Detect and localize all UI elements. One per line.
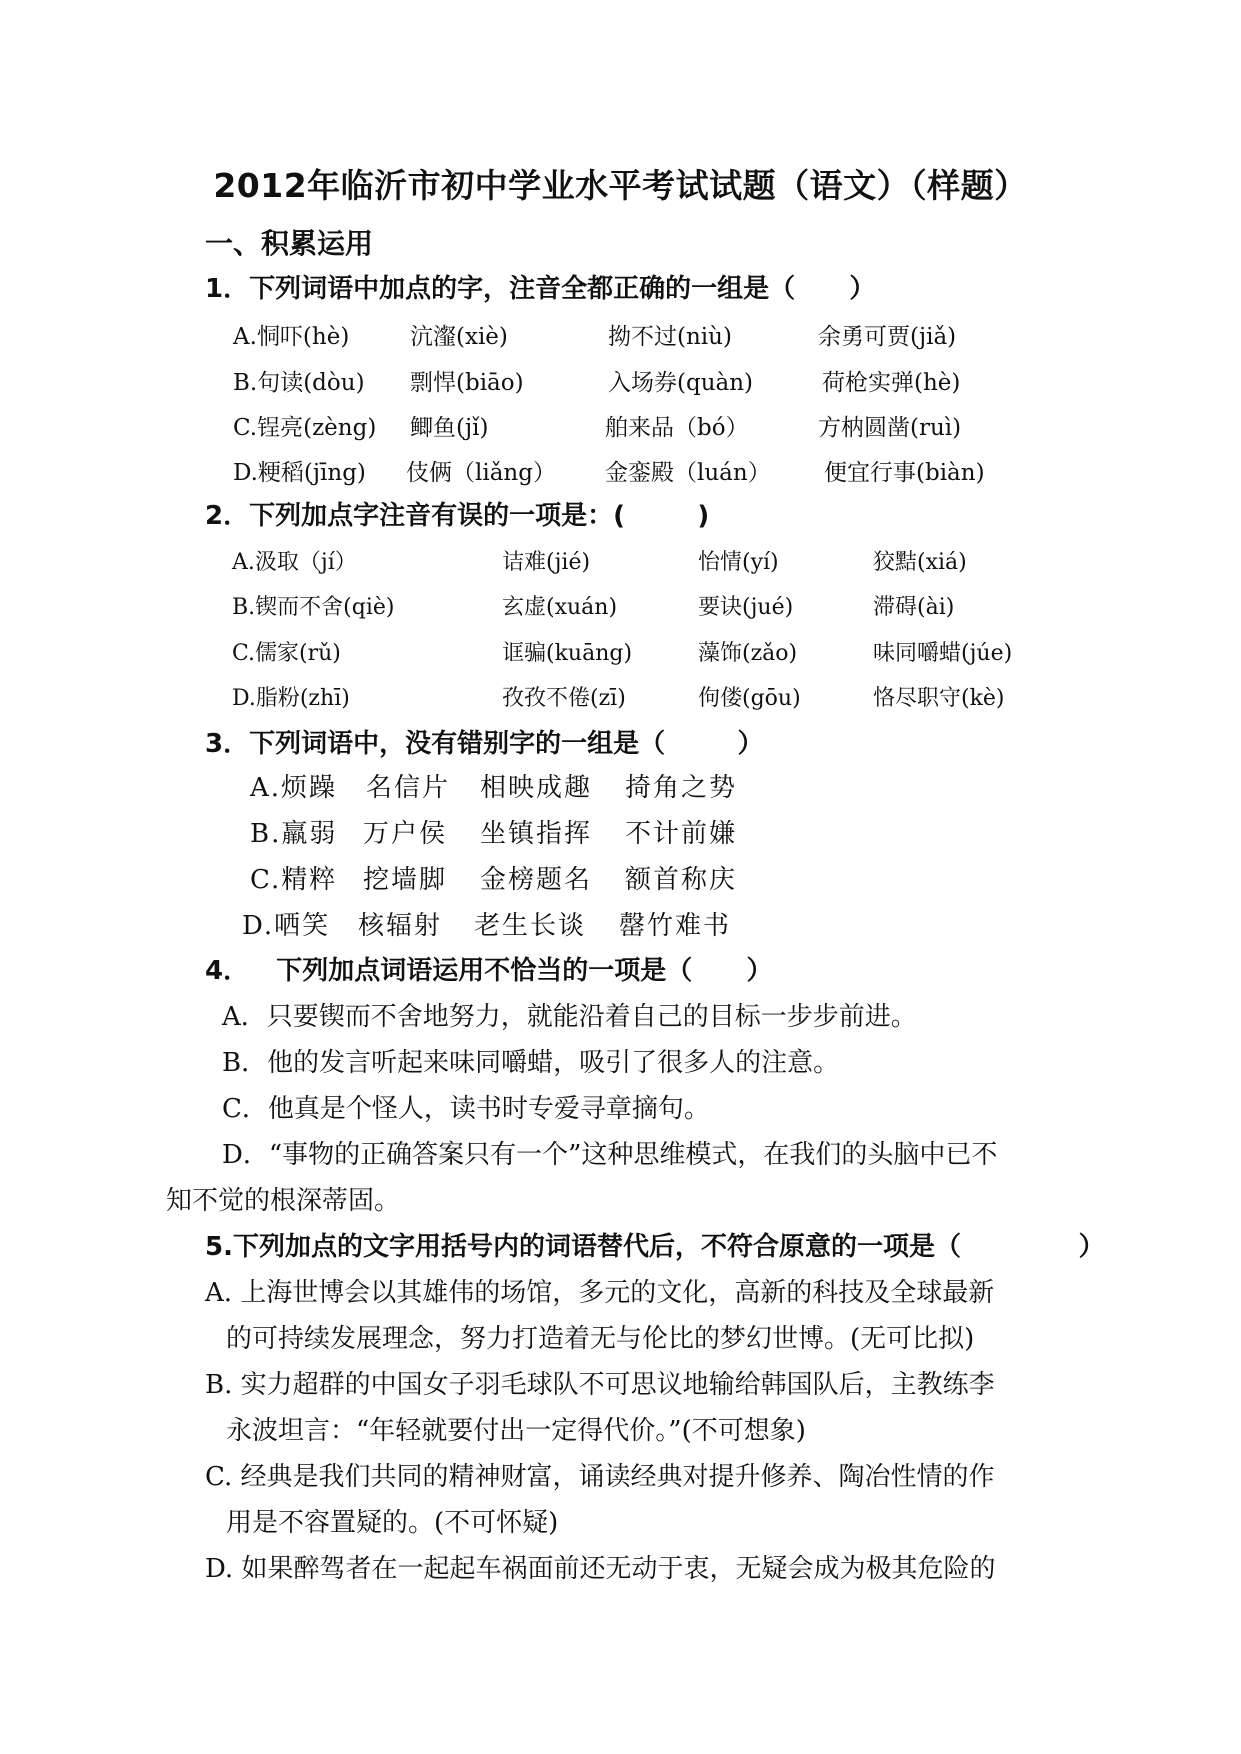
q2-option-c-2: 诓骗(kuāng) xyxy=(502,641,633,666)
q4-option-d-cont: 知不觉的根深蒂固。 xyxy=(166,1186,401,1216)
q2-option-d-1: D.脂粉(zhī) xyxy=(232,686,350,711)
q5-option-c-cont: 用是不容置疑的。(不可怀疑) xyxy=(226,1508,559,1538)
question-2-stem: 2．下列加点字注音有误的一项是：( ) xyxy=(205,501,710,531)
q1-option-d-1: D.粳稻(jīng) xyxy=(233,460,366,486)
q1-option-d-4: 便宜行事(biàn) xyxy=(824,460,985,486)
q1-option-a-1: A.恫吓(hè) xyxy=(233,324,350,350)
section-heading: 一、积累运用 xyxy=(205,227,374,260)
q1-option-b-1: B.句读(dòu) xyxy=(233,370,365,396)
q1-option-d-3: 金銮殿（luán） xyxy=(605,460,771,486)
q2-option-c-3: 藻饰(zǎo) xyxy=(698,641,798,666)
q2-option-b-1: B.锲而不舍(qiè) xyxy=(232,595,395,620)
q5-option-c: C. 经典是我们共同的精神财富，诵读经典对提升修养、陶冶性情的作 xyxy=(205,1462,995,1492)
q2-option-c-4: 味同嚼蜡(júe) xyxy=(873,641,1013,666)
q3-option-a-3: 相映成趣 xyxy=(480,773,593,803)
q1-option-b-4: 荷枪实弹(hè) xyxy=(822,370,961,396)
q3-option-b-2: 万户侯 xyxy=(363,819,448,849)
q1-option-b-2: 剽悍(biāo) xyxy=(410,370,524,396)
q3-option-d-2: 核辐射 xyxy=(358,911,443,941)
q4-option-d: D．“事物的正确答案只有一个”这种思维模式，在我们的头脑中已不 xyxy=(222,1140,998,1170)
q3-option-c-3: 金榜题名 xyxy=(480,865,593,895)
q5-option-d: D. 如果醉驾者在一起起车祸面前还无动于衷，无疑会成为极其危险的 xyxy=(205,1554,996,1584)
question-5-stem: 5.下列加点的文字用括号内的词语替代后，不符合原意的一项是（ ） xyxy=(205,1232,1105,1262)
q2-option-d-3: 佝偻(gōu) xyxy=(698,686,801,711)
q3-option-d-4: 罄竹难书 xyxy=(619,911,732,941)
q3-option-d-3: 老生长谈 xyxy=(474,911,587,941)
question-1-stem: 1．下列词语中加点的字，注音全都正确的一组是（ ） xyxy=(205,274,876,304)
q1-option-a-3: 拗不过(niù) xyxy=(608,324,732,350)
q4-option-b: B．他的发言听起来味同嚼蜡，吸引了很多人的注意。 xyxy=(222,1048,840,1078)
q2-option-a-3: 怡情(yí) xyxy=(698,550,779,575)
q5-option-b-cont: 永波坦言：“年轻就要付出一定得代价。”(不可想象) xyxy=(226,1416,806,1446)
q3-option-a-4: 掎角之势 xyxy=(625,773,738,803)
q1-option-c-2: 鲫鱼(jǐ) xyxy=(410,415,489,441)
q3-option-c-4: 额首称庆 xyxy=(625,865,738,895)
q5-option-a-cont: 的可持续发展理念，努力打造着无与伦比的梦幻世博。(无可比拟) xyxy=(226,1324,975,1354)
page-title: 2012年临沂市初中学业水平考试试题（语文）（样题） xyxy=(213,166,1028,205)
q3-option-c-2: 挖墙脚 xyxy=(363,865,448,895)
q2-option-d-2: 孜孜不倦(zī) xyxy=(502,686,626,711)
q3-option-a-1: A.烦躁 xyxy=(250,773,338,803)
q2-option-b-2: 玄虚(xuán) xyxy=(502,595,618,620)
q1-option-c-1: C.锃亮(zèng) xyxy=(233,415,377,441)
question-3-stem: 3．下列词语中，没有错别字的一组是（ ） xyxy=(205,729,764,759)
q3-option-a-2: 名信片 xyxy=(366,773,451,803)
q5-option-a: A. 上海世博会以其雄伟的场馆，多元的文化，高新的科技及全球最新 xyxy=(205,1278,995,1308)
q5-option-b: B. 实力超群的中国女子羽毛球队不可思议地输给韩国队后，主教练李 xyxy=(205,1370,995,1400)
q2-option-c-1: C.儒家(rǔ) xyxy=(232,641,341,666)
q3-option-c-1: C.精粹 xyxy=(250,865,338,895)
q2-option-d-4: 恪尽职守(kè) xyxy=(873,686,1005,711)
q1-option-a-2: 沆瀣(xiè) xyxy=(410,324,508,350)
q4-option-c: C．他真是个怪人，读书时专爱寻章摘句。 xyxy=(222,1094,710,1124)
q4-option-a: A．只要锲而不舍地努力，就能沿着自己的目标一步步前进。 xyxy=(222,1002,917,1032)
q1-option-d-2: 伎俩（liǎng） xyxy=(406,460,556,486)
q3-option-b-3: 坐镇指挥 xyxy=(480,819,593,849)
q1-option-c-3: 舶来品（bó） xyxy=(605,415,749,441)
question-4-stem: 4． 下列加点词语运用不恰当的一项是（ ） xyxy=(205,956,773,986)
q3-option-b-1: B.羸弱 xyxy=(250,819,338,849)
q2-option-a-4: 狡黠(xiá) xyxy=(873,550,967,575)
q2-option-b-3: 要诀(jué) xyxy=(698,595,794,620)
q1-option-c-4: 方枘圆凿(ruì) xyxy=(818,415,962,441)
q3-option-d-1: D.哂笑 xyxy=(242,911,331,941)
q1-option-b-3: 入场券(quàn) xyxy=(608,370,754,396)
q2-option-a-1: A.汲取（jí） xyxy=(232,550,357,575)
q2-option-b-4: 滞碍(ài) xyxy=(873,595,955,620)
q1-option-a-4: 余勇可贾(jiǎ) xyxy=(818,324,957,350)
q3-option-b-4: 不计前嫌 xyxy=(625,819,738,849)
q2-option-a-2: 诘难(jié) xyxy=(502,550,591,575)
